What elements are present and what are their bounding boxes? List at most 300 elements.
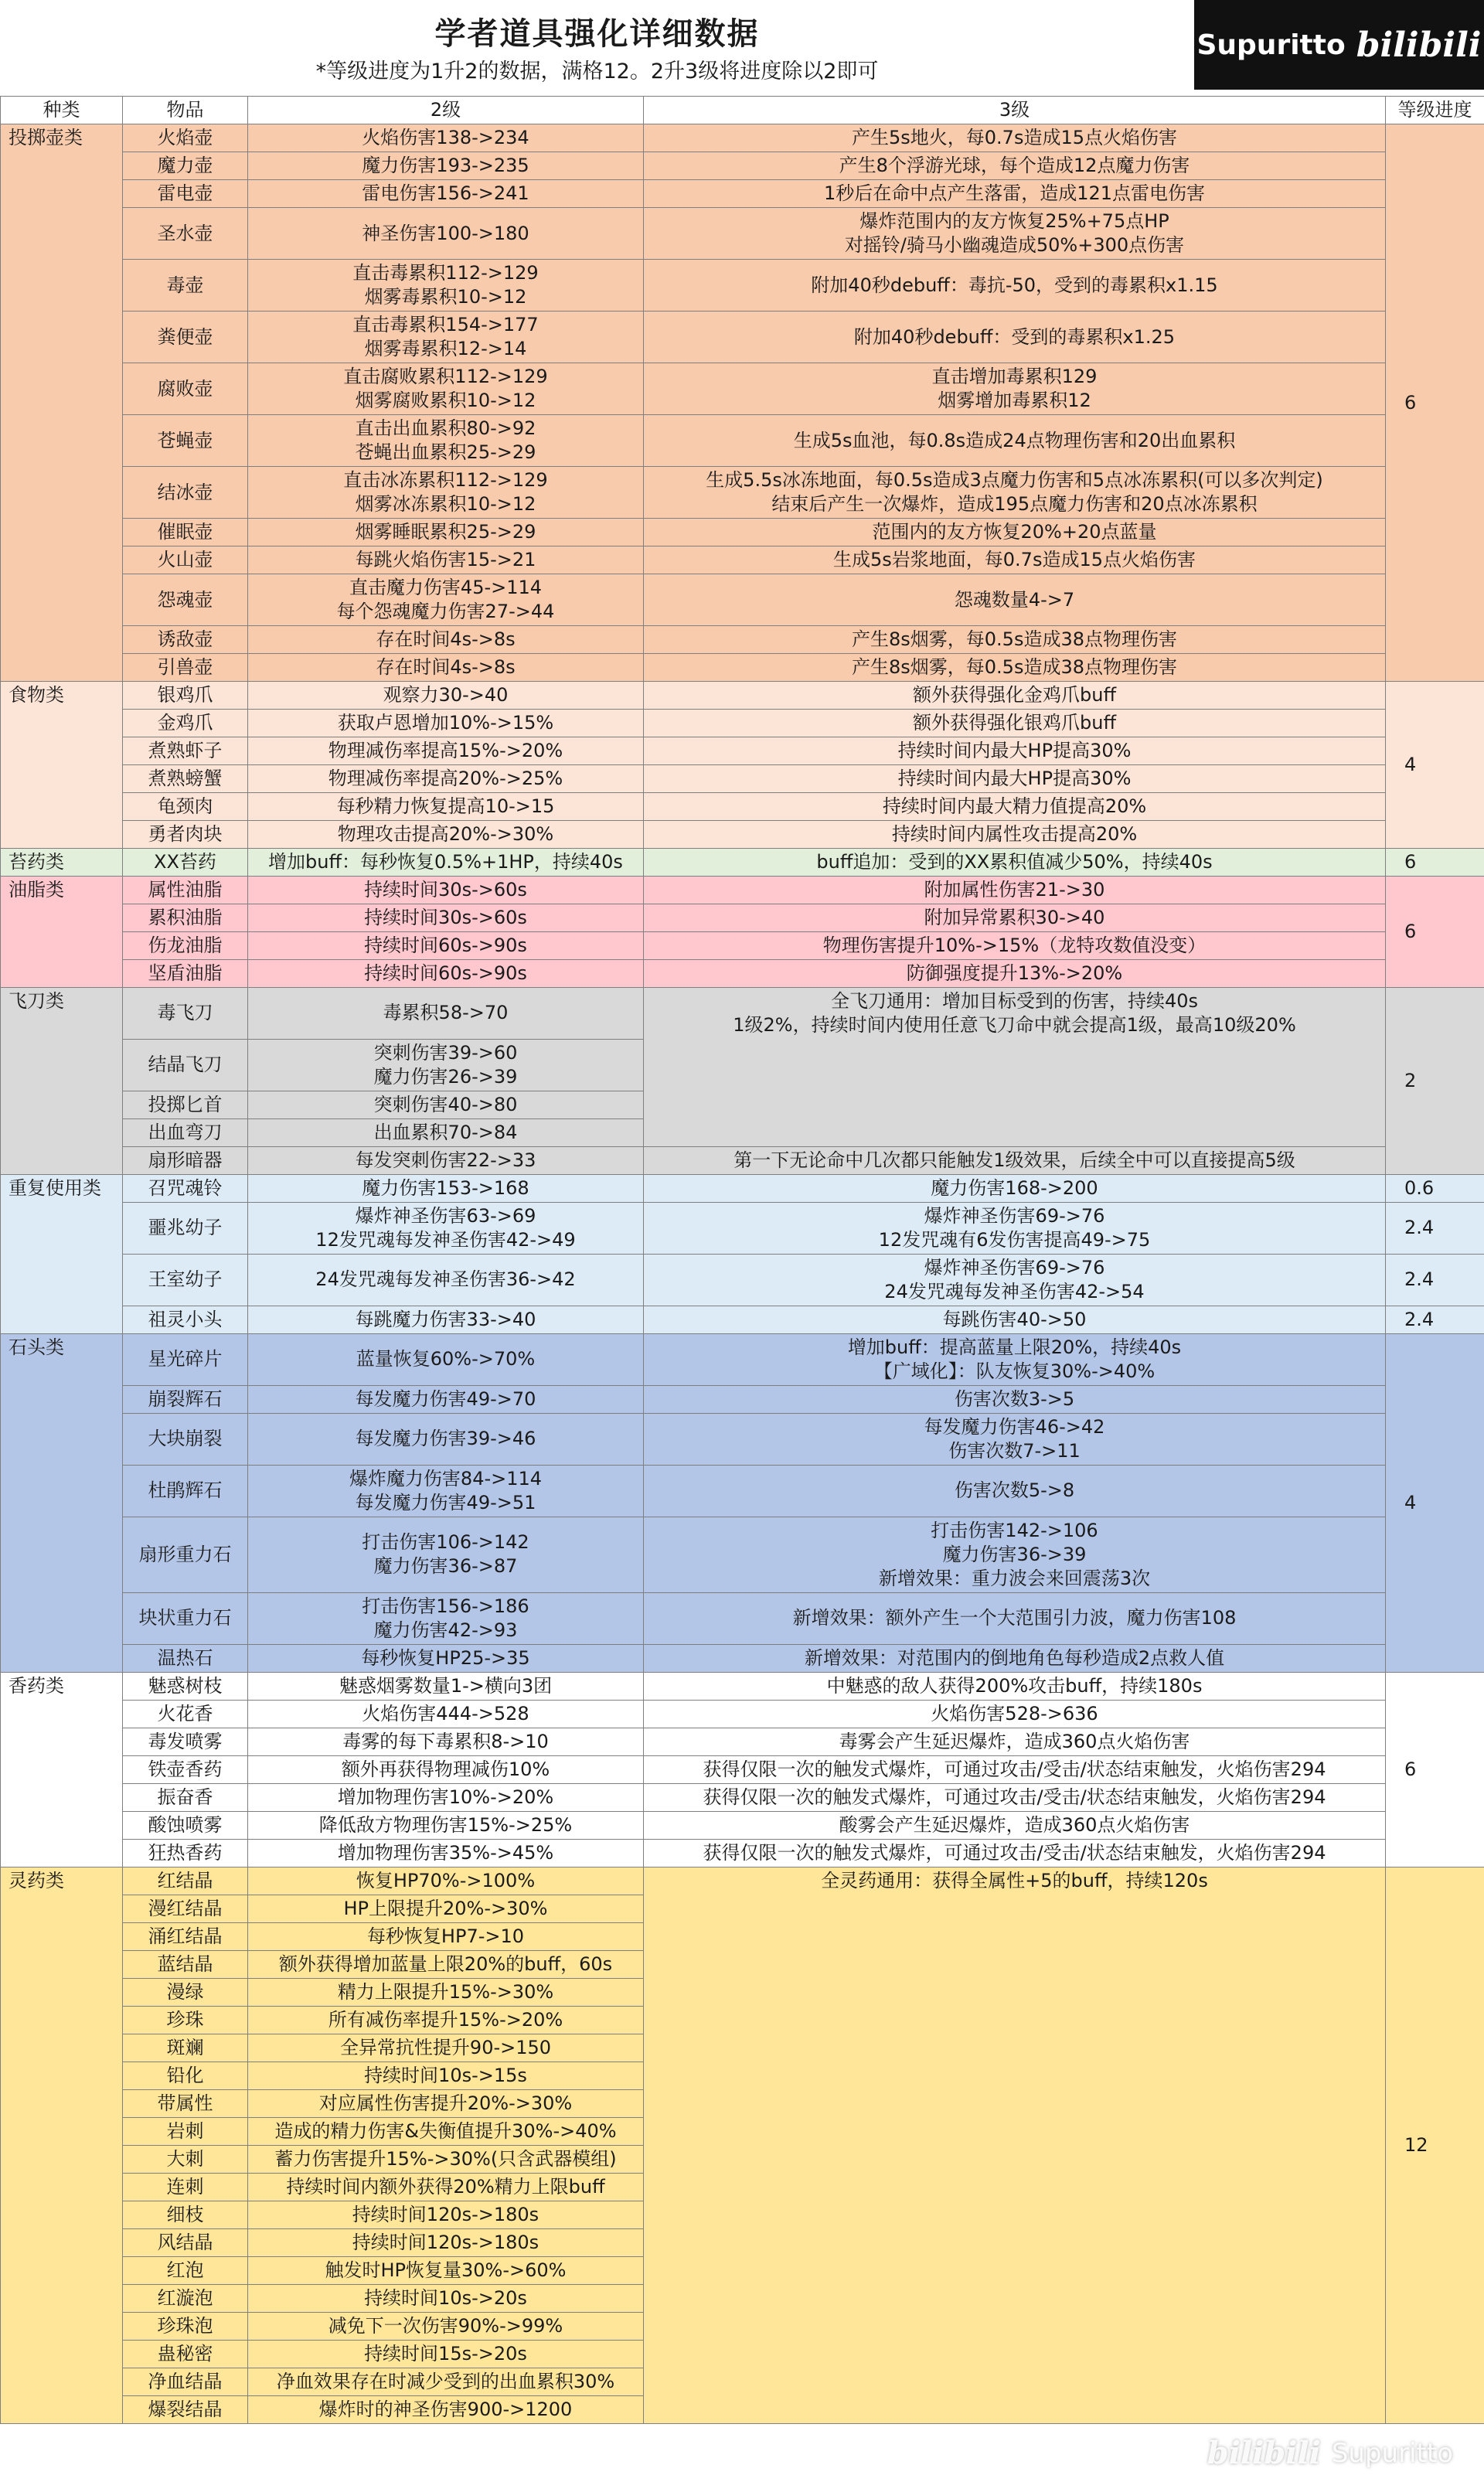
level-3-effect-cell: [644, 2089, 1386, 2117]
table-row: [1, 904, 1484, 932]
level-3-effect-cell: 每跳伤害40->50: [644, 1306, 1386, 1333]
table-row: [1, 180, 1484, 208]
level-progress-cell: 12: [1386, 1867, 1484, 2423]
item-name-cell: 煮熟虾子: [123, 737, 248, 765]
item-name-cell: 火花香: [123, 1700, 248, 1728]
level-2-effect-cell: 持续时间10s->15s: [248, 2062, 644, 2089]
table-row: [1, 2006, 1484, 2034]
table-row: [1, 152, 1484, 180]
level-2-effect-cell: 精力上限提升15%->30%: [248, 1978, 644, 2006]
level-3-effect-cell: [644, 2228, 1386, 2256]
level-3-effect-cell: 持续时间内属性攻击提高20%: [644, 821, 1386, 849]
item-name-cell: 催眠壶: [123, 519, 248, 546]
level-progress-cell: 0.6: [1386, 1174, 1484, 1202]
level-3-effect-cell: 附加40秒debuff：毒抗-50，受到的毒累积x1.15: [644, 260, 1386, 312]
table-row: [1, 710, 1484, 737]
item-name-cell: 大刺: [123, 2145, 248, 2173]
table-row: [1, 1254, 1484, 1306]
item-name-cell: 毒发喷雾: [123, 1728, 248, 1755]
level-2-effect-cell: 蓄力伤害提升15%->30%(只含武器模组): [248, 2145, 644, 2173]
column-header-level-3: 3级: [644, 97, 1386, 124]
category-cell: 飞刀类: [1, 988, 123, 1175]
level-3-effect-cell: [644, 2145, 1386, 2173]
table-row: [1, 2228, 1484, 2256]
level-3-effect-cell: [644, 1978, 1386, 2006]
level-2-effect-cell: 持续时间60s->90s: [248, 932, 644, 960]
level-3-effect-cell: [644, 1950, 1386, 1978]
level-2-effect-cell: 持续时间30s->60s: [248, 877, 644, 904]
item-name-cell: 风结晶: [123, 2228, 248, 2256]
level-3-effect-cell: 全飞刀通用：增加目标受到的伤害，持续40s 1级2%，持续时间内使用任意飞刀命中就会提高1级，最高10级20%: [644, 988, 1386, 1040]
level-3-effect-cell: 新增效果：额外产生一个大范围引力波，魔力伤害108: [644, 1592, 1386, 1644]
category-cell: 油脂类: [1, 877, 123, 988]
table-row: [1, 124, 1484, 152]
level-2-effect-cell: 持续时间内额外获得20%精力上限buff: [248, 2173, 644, 2201]
item-name-cell: 龟颈肉: [123, 793, 248, 821]
level-3-effect-cell: 1秒后在命中点产生落雷，造成121点雷电伤害: [644, 180, 1386, 208]
table-row: [1, 1385, 1484, 1413]
item-name-cell: 连刺: [123, 2173, 248, 2201]
level-2-effect-cell: 持续时间120s->180s: [248, 2228, 644, 2256]
level-3-effect-cell: [644, 2034, 1386, 2062]
table-row: [1, 1867, 1484, 1895]
item-name-cell: 腐败壶: [123, 363, 248, 415]
category-cell: 投掷壶类: [1, 124, 123, 682]
level-3-effect-cell: 打击伤害142->106 魔力伤害36->39 新增效果：重力波会来回震荡3次: [644, 1517, 1386, 1592]
level-2-effect-cell: 打击伤害106->142 魔力伤害36->87: [248, 1517, 644, 1592]
table-row: [1, 626, 1484, 654]
table-row: [1, 1465, 1484, 1517]
level-2-effect-cell: 突刺伤害40->80: [248, 1091, 644, 1118]
level-2-effect-cell: 获取卢恩增加10%->15%: [248, 710, 644, 737]
level-2-effect-cell: 火焰伤害444->528: [248, 1700, 644, 1728]
level-3-effect-cell: 产生8s烟雾，每0.5s造成38点物理伤害: [644, 654, 1386, 682]
table-row: [1, 312, 1484, 363]
level-2-effect-cell: 毒雾的每下毒累积8->10: [248, 1728, 644, 1755]
item-name-cell: 蛊秘密: [123, 2340, 248, 2368]
level-3-effect-cell: 伤害次数3->5: [644, 1385, 1386, 1413]
level-progress-cell: 2.4: [1386, 1254, 1484, 1306]
item-name-cell: 块状重力石: [123, 1592, 248, 1644]
table-row: [1, 1895, 1484, 1922]
table-row: [1, 1146, 1484, 1174]
level-2-effect-cell: 直击魔力伤害45->114 每个怨魂魔力伤害27->44: [248, 574, 644, 626]
level-2-effect-cell: 烟雾睡眠累积25->29: [248, 519, 644, 546]
table-row: [1, 1118, 1484, 1146]
item-name-cell: 引兽壶: [123, 654, 248, 682]
level-progress-cell: 2.4: [1386, 1306, 1484, 1333]
level-2-effect-cell: 净血效果存在时减少受到的出血累积30%: [248, 2368, 644, 2395]
level-3-effect-cell: 持续时间内最大精力值提高20%: [644, 793, 1386, 821]
page-subtitle: *等级进度为1升2的数据，满格12。2升3级将进度除以2即可: [315, 60, 879, 83]
level-2-effect-cell: 持续时间30s->60s: [248, 904, 644, 932]
item-name-cell: 红泡: [123, 2256, 248, 2284]
item-name-cell: 银鸡爪: [123, 682, 248, 710]
level-3-effect-cell: 第一下无论命中几次都只能触发1级效果，后续全中可以直接提高5级: [644, 1146, 1386, 1174]
table-row: [1, 574, 1484, 626]
item-name-cell: 红漩泡: [123, 2284, 248, 2312]
level-2-effect-cell: 直击腐败累积112->129 烟雾腐败累积10->12: [248, 363, 644, 415]
item-name-cell: 大块崩裂: [123, 1413, 248, 1465]
category-cell: 重复使用类: [1, 1174, 123, 1333]
level-2-effect-cell: 物理减伤率提高15%->20%: [248, 737, 644, 765]
table-row: [1, 467, 1484, 519]
item-name-cell: 杜鹃辉石: [123, 1465, 248, 1517]
column-header-category: 种类: [1, 97, 123, 124]
level-2-effect-cell: 魔力伤害193->235: [248, 152, 644, 180]
table-row: [1, 1517, 1484, 1592]
level-3-effect-cell: 毒雾会产生延迟爆炸，造成360点火焰伤害: [644, 1728, 1386, 1755]
table-row: [1, 2062, 1484, 2089]
table-row: [1, 1839, 1484, 1867]
level-3-effect-cell: 新增效果：对范围内的倒地角色每秒造成2点救人值: [644, 1644, 1386, 1672]
item-name-cell: 火山壶: [123, 546, 248, 574]
level-3-effect-cell: 怨魂数量4->7: [644, 574, 1386, 626]
level-3-effect-cell: 全灵药通用：获得全属性+5的buff，持续120s: [644, 1867, 1386, 1895]
level-3-effect-cell: 爆炸神圣伤害69->76 12发咒魂有6发伤害提高49->75: [644, 1202, 1386, 1254]
level-3-effect-cell: 增加buff：提高蓝量上限20%，持续40s 【广域化】：队友恢复30%->40%: [644, 1333, 1386, 1385]
item-name-cell: 星光碎片: [123, 1333, 248, 1385]
table-row: [1, 1672, 1484, 1700]
upgrade-data-table: [0, 96, 1484, 2424]
level-2-effect-cell: 额外再获得物理减伤10%: [248, 1755, 644, 1783]
level-3-effect-cell: 每发魔力伤害46->42 伤害次数7->11: [644, 1413, 1386, 1465]
item-name-cell: 扇形暗器: [123, 1146, 248, 1174]
table-row: [1, 765, 1484, 793]
item-name-cell: 火焰壶: [123, 124, 248, 152]
level-2-effect-cell: 出血累积70->84: [248, 1118, 644, 1146]
level-2-effect-cell: 直击毒累积154->177 烟雾毒累积12->14: [248, 312, 644, 363]
level-3-effect-cell: 附加异常累积30->40: [644, 904, 1386, 932]
level-2-effect-cell: 触发时HP恢复量30%->60%: [248, 2256, 644, 2284]
level-3-effect-cell: 中魅惑的敌人获得200%攻击buff，持续180s: [644, 1672, 1386, 1700]
level-3-effect-cell: 获得仅限一次的触发式爆炸，可通过攻击/受击/状态结束触发，火焰伤害294: [644, 1755, 1386, 1783]
category-cell: 食物类: [1, 682, 123, 849]
item-name-cell: 漫红结晶: [123, 1895, 248, 1922]
level-3-effect-cell: [644, 2284, 1386, 2312]
level-3-effect-cell: [644, 1895, 1386, 1922]
level-3-effect-cell: 获得仅限一次的触发式爆炸，可通过攻击/受击/状态结束触发，火焰伤害294: [644, 1783, 1386, 1811]
level-progress-cell: 6: [1386, 1672, 1484, 1867]
level-3-effect-cell: 额外获得强化金鸡爪buff: [644, 682, 1386, 710]
level-2-effect-cell: 每发魔力伤害39->46: [248, 1413, 644, 1465]
level-3-effect-cell: [644, 2312, 1386, 2340]
level-2-effect-cell: 持续时间15s->20s: [248, 2340, 644, 2368]
item-name-cell: 魔力壶: [123, 152, 248, 180]
item-name-cell: 岩刺: [123, 2117, 248, 2145]
table-row: [1, 1039, 1484, 1091]
level-progress-cell: 6: [1386, 877, 1484, 988]
table-row: [1, 2034, 1484, 2062]
table-row: [1, 877, 1484, 904]
item-name-cell: 毒壶: [123, 260, 248, 312]
level-2-effect-cell: 造成的精力伤害&失衡值提升30%->40%: [248, 2117, 644, 2145]
level-3-effect-cell: [644, 2340, 1386, 2368]
level-3-effect-cell: [644, 2117, 1386, 2145]
level-3-effect-cell: 直击增加毒累积129 烟雾增加毒累积12: [644, 363, 1386, 415]
level-2-effect-cell: 神圣伤害100->180: [248, 208, 644, 260]
table-row: [1, 654, 1484, 682]
level-2-effect-cell: 额外获得增加蓝量上限20%的buff，60s: [248, 1950, 644, 1978]
item-name-cell: 投掷匕首: [123, 1091, 248, 1118]
table-row: [1, 932, 1484, 960]
item-name-cell: 扇形重力石: [123, 1517, 248, 1592]
table-row: [1, 2145, 1484, 2173]
item-name-cell: 铁壶香药: [123, 1755, 248, 1783]
item-name-cell: XX苔药: [123, 849, 248, 877]
item-name-cell: 珍珠泡: [123, 2312, 248, 2340]
level-2-effect-cell: 火焰伤害138->234: [248, 124, 644, 152]
level-3-effect-cell: [644, 2201, 1386, 2228]
level-3-effect-cell: [644, 1039, 1386, 1091]
page-header: [0, 0, 1484, 96]
table-row: [1, 415, 1484, 467]
table-row: [1, 546, 1484, 574]
level-2-effect-cell: 每秒恢复HP25->35: [248, 1644, 644, 1672]
column-header-progress: 等级进度: [1386, 97, 1484, 124]
level-progress-cell: 6: [1386, 849, 1484, 877]
item-name-cell: 王室幼子: [123, 1254, 248, 1306]
level-2-effect-cell: 魔力伤害153->168: [248, 1174, 644, 1202]
item-name-cell: 坚盾油脂: [123, 960, 248, 988]
watermark: [1207, 2435, 1453, 2471]
table-row: [1, 2340, 1484, 2368]
item-name-cell: 结晶飞刀: [123, 1039, 248, 1091]
level-2-effect-cell: 全异常抗性提升90->150: [248, 2034, 644, 2062]
level-3-effect-cell: 持续时间内最大HP提高30%: [644, 765, 1386, 793]
category-cell: 灵药类: [1, 1867, 123, 2423]
table-row: [1, 1700, 1484, 1728]
brand-author-name: Supuritto: [1196, 29, 1346, 61]
table-row: [1, 1306, 1484, 1333]
level-3-effect-cell: 范围内的友方恢复20%+20点蓝量: [644, 519, 1386, 546]
level-3-effect-cell: [644, 2368, 1386, 2395]
item-name-cell: 噩兆幼子: [123, 1202, 248, 1254]
table-row: [1, 2117, 1484, 2145]
table-row: [1, 1783, 1484, 1811]
level-progress-cell: 2.4: [1386, 1202, 1484, 1254]
table-row: [1, 260, 1484, 312]
item-name-cell: 涌红结晶: [123, 1922, 248, 1950]
item-name-cell: 铅化: [123, 2062, 248, 2089]
table-row: [1, 737, 1484, 765]
table-row: [1, 1728, 1484, 1755]
item-name-cell: 净血结晶: [123, 2368, 248, 2395]
level-3-effect-cell: 附加40秒debuff：受到的毒累积x1.25: [644, 312, 1386, 363]
level-2-effect-cell: 观察力30->40: [248, 682, 644, 710]
level-2-effect-cell: 魅惑烟雾数量1->横向3团: [248, 1672, 644, 1700]
category-cell: 石头类: [1, 1333, 123, 1672]
level-3-effect-cell: 附加属性伤害21->30: [644, 877, 1386, 904]
item-name-cell: 出血弯刀: [123, 1118, 248, 1146]
item-name-cell: 祖灵小头: [123, 1306, 248, 1333]
level-3-effect-cell: 持续时间内最大HP提高30%: [644, 737, 1386, 765]
level-2-effect-cell: 每跳魔力伤害33->40: [248, 1306, 644, 1333]
table-row: [1, 2173, 1484, 2201]
table-row: [1, 2089, 1484, 2117]
page-title: 学者道具强化详细数据: [434, 16, 760, 52]
level-3-effect-cell: 生成5s血池，每0.8s造成24点物理伤害和20出血累积: [644, 415, 1386, 467]
level-3-effect-cell: 爆炸神圣伤害69->76 24发咒魂每发神圣伤害42->54: [644, 1254, 1386, 1306]
table-row: [1, 1091, 1484, 1118]
level-progress-cell: 6: [1386, 124, 1484, 682]
item-name-cell: 怨魂壶: [123, 574, 248, 626]
item-name-cell: 毒飞刀: [123, 988, 248, 1040]
table-row: [1, 988, 1484, 1040]
level-3-effect-cell: [644, 2062, 1386, 2089]
level-2-effect-cell: 直击冰冻累积112->129 烟雾冰冻累积10->12: [248, 467, 644, 519]
table-row: [1, 2312, 1484, 2340]
bilibili-logo-icon: bilibili: [1356, 25, 1482, 65]
item-name-cell: 珍珠: [123, 2006, 248, 2034]
table-row: [1, 2368, 1484, 2395]
level-2-effect-cell: 突刺伤害39->60 魔力伤害26->39: [248, 1039, 644, 1091]
level-2-effect-cell: 每跳火焰伤害15->21: [248, 546, 644, 574]
level-2-effect-cell: 直击出血累积80->92 苍蝇出血累积25->29: [248, 415, 644, 467]
level-3-effect-cell: 火焰伤害528->636: [644, 1700, 1386, 1728]
item-name-cell: 红结晶: [123, 1867, 248, 1895]
level-progress-cell: 4: [1386, 1333, 1484, 1672]
level-3-effect-cell: 获得仅限一次的触发式爆炸，可通过攻击/受击/状态结束触发，火焰伤害294: [644, 1839, 1386, 1867]
table-row: [1, 1592, 1484, 1644]
table-row: [1, 2395, 1484, 2423]
level-2-effect-cell: 恢复HP70%->100%: [248, 1867, 644, 1895]
table-row: [1, 1333, 1484, 1385]
level-2-effect-cell: 存在时间4s->8s: [248, 626, 644, 654]
item-name-cell: 崩裂辉石: [123, 1385, 248, 1413]
level-progress-cell: 2: [1386, 988, 1484, 1175]
table-row: [1, 2201, 1484, 2228]
level-3-effect-cell: [644, 1922, 1386, 1950]
level-2-effect-cell: 增加物理伤害10%->20%: [248, 1783, 644, 1811]
level-2-effect-cell: 存在时间4s->8s: [248, 654, 644, 682]
level-2-effect-cell: 所有减伤率提升15%->20%: [248, 2006, 644, 2034]
table-row: [1, 849, 1484, 877]
level-2-effect-cell: 雷电伤害156->241: [248, 180, 644, 208]
level-2-effect-cell: 爆炸时的神圣伤害900->1200: [248, 2395, 644, 2423]
level-3-effect-cell: [644, 2256, 1386, 2284]
table-row: [1, 1950, 1484, 1978]
level-3-effect-cell: 物理伤害提升10%->15%（龙特攻数值没变）: [644, 932, 1386, 960]
level-2-effect-cell: 每发突刺伤害22->33: [248, 1146, 644, 1174]
level-2-effect-cell: 打击伤害156->186 魔力伤害42->93: [248, 1592, 644, 1644]
table-row: [1, 208, 1484, 260]
table-row: [1, 1413, 1484, 1465]
table-row: [1, 1922, 1484, 1950]
level-3-effect-cell: 生成5.5s冰冻地面，每0.5s造成3点魔力伤害和5点冰冻累积(可以多次判定) 结束后产生一次爆炸，造成195点魔力伤害和20点冰冻累积: [644, 467, 1386, 519]
level-2-effect-cell: 爆炸魔力伤害84->114 每发魔力伤害49->51: [248, 1465, 644, 1517]
column-header-level-2: 2级: [248, 97, 644, 124]
level-progress-cell: 4: [1386, 682, 1484, 849]
category-cell: 苔药类: [1, 849, 123, 877]
level-3-effect-cell: 爆炸范围内的友方恢复25%+75点HP 对摇铃/骑马小幽魂造成50%+300点伤害: [644, 208, 1386, 260]
item-name-cell: 金鸡爪: [123, 710, 248, 737]
category-cell: 香药类: [1, 1672, 123, 1867]
table-header-row: [1, 97, 1484, 124]
level-3-effect-cell: [644, 2395, 1386, 2423]
item-name-cell: 振奋香: [123, 1783, 248, 1811]
item-name-cell: 召咒魂铃: [123, 1174, 248, 1202]
level-2-effect-cell: 持续时间60s->90s: [248, 960, 644, 988]
table-row: [1, 1755, 1484, 1783]
level-2-effect-cell: 24发咒魂每发神圣伤害36->42: [248, 1254, 644, 1306]
level-2-effect-cell: 直击毒累积112->129 烟雾毒累积10->12: [248, 260, 644, 312]
table-row: [1, 1978, 1484, 2006]
item-name-cell: 粪便壶: [123, 312, 248, 363]
level-3-effect-cell: 额外获得强化银鸡爪buff: [644, 710, 1386, 737]
level-2-effect-cell: 每秒精力恢复提高10->15: [248, 793, 644, 821]
item-name-cell: 属性油脂: [123, 877, 248, 904]
item-name-cell: 温热石: [123, 1644, 248, 1672]
level-3-effect-cell: [644, 2173, 1386, 2201]
level-3-effect-cell: 伤害次数5->8: [644, 1465, 1386, 1517]
level-2-effect-cell: 持续时间10s->20s: [248, 2284, 644, 2312]
table-row: [1, 960, 1484, 988]
level-2-effect-cell: 毒累积58->70: [248, 988, 644, 1040]
table-row: [1, 1202, 1484, 1254]
level-2-effect-cell: 物理减伤率提高20%->25%: [248, 765, 644, 793]
item-name-cell: 爆裂结晶: [123, 2395, 248, 2423]
level-3-effect-cell: 魔力伤害168->200: [644, 1174, 1386, 1202]
table-body: [1, 124, 1484, 2424]
level-3-effect-cell: 生成5s岩浆地面，每0.7s造成15点火焰伤害: [644, 546, 1386, 574]
item-name-cell: 诱敌壶: [123, 626, 248, 654]
item-name-cell: 细枝: [123, 2201, 248, 2228]
table-row: [1, 363, 1484, 415]
level-2-effect-cell: 持续时间120s->180s: [248, 2201, 644, 2228]
level-3-effect-cell: [644, 1091, 1386, 1118]
level-2-effect-cell: 蓝量恢复60%->70%: [248, 1333, 644, 1385]
level-3-effect-cell: 防御强度提升13%->20%: [644, 960, 1386, 988]
level-2-effect-cell: 减免下一次伤害90%->99%: [248, 2312, 644, 2340]
table-row: [1, 682, 1484, 710]
column-header-item: 物品: [123, 97, 248, 124]
item-name-cell: 魅惑树枝: [123, 1672, 248, 1700]
item-name-cell: 煮熟螃蟹: [123, 765, 248, 793]
item-name-cell: 勇者肉块: [123, 821, 248, 849]
bilibili-watermark-icon: bilibili: [1207, 2435, 1321, 2471]
item-name-cell: 苍蝇壶: [123, 415, 248, 467]
item-name-cell: 狂热香药: [123, 1839, 248, 1867]
table-row: [1, 2284, 1484, 2312]
level-2-effect-cell: 爆炸神圣伤害63->69 12发咒魂每发神圣伤害42->49: [248, 1202, 644, 1254]
level-2-effect-cell: 每发魔力伤害49->70: [248, 1385, 644, 1413]
table-row: [1, 2256, 1484, 2284]
level-2-effect-cell: HP上限提升20%->30%: [248, 1895, 644, 1922]
level-2-effect-cell: 增加物理伤害35%->45%: [248, 1839, 644, 1867]
table-row: [1, 1174, 1484, 1202]
level-2-effect-cell: 降低敌方物理伤害15%->25%: [248, 1811, 644, 1839]
table-row: [1, 1644, 1484, 1672]
brand-banner: [1194, 0, 1484, 90]
level-3-effect-cell: 产生8个浮游光球，每个造成12点魔力伤害: [644, 152, 1386, 180]
level-2-effect-cell: 增加buff：每秒恢复0.5%+1HP，持续40s: [248, 849, 644, 877]
item-name-cell: 带属性: [123, 2089, 248, 2117]
level-3-effect-cell: [644, 2006, 1386, 2034]
item-name-cell: 伤龙油脂: [123, 932, 248, 960]
item-name-cell: 斑斓: [123, 2034, 248, 2062]
level-3-effect-cell: 产生5s地火，每0.7s造成15点火焰伤害: [644, 124, 1386, 152]
level-3-effect-cell: 产生8s烟雾，每0.5s造成38点物理伤害: [644, 626, 1386, 654]
item-name-cell: 累积油脂: [123, 904, 248, 932]
item-name-cell: 结冰壶: [123, 467, 248, 519]
table-row: [1, 1811, 1484, 1839]
item-name-cell: 圣水壶: [123, 208, 248, 260]
item-name-cell: 酸蚀喷雾: [123, 1811, 248, 1839]
item-name-cell: 雷电壶: [123, 180, 248, 208]
level-2-effect-cell: 对应属性伤害提升20%->30%: [248, 2089, 644, 2117]
level-3-effect-cell: [644, 1118, 1386, 1146]
